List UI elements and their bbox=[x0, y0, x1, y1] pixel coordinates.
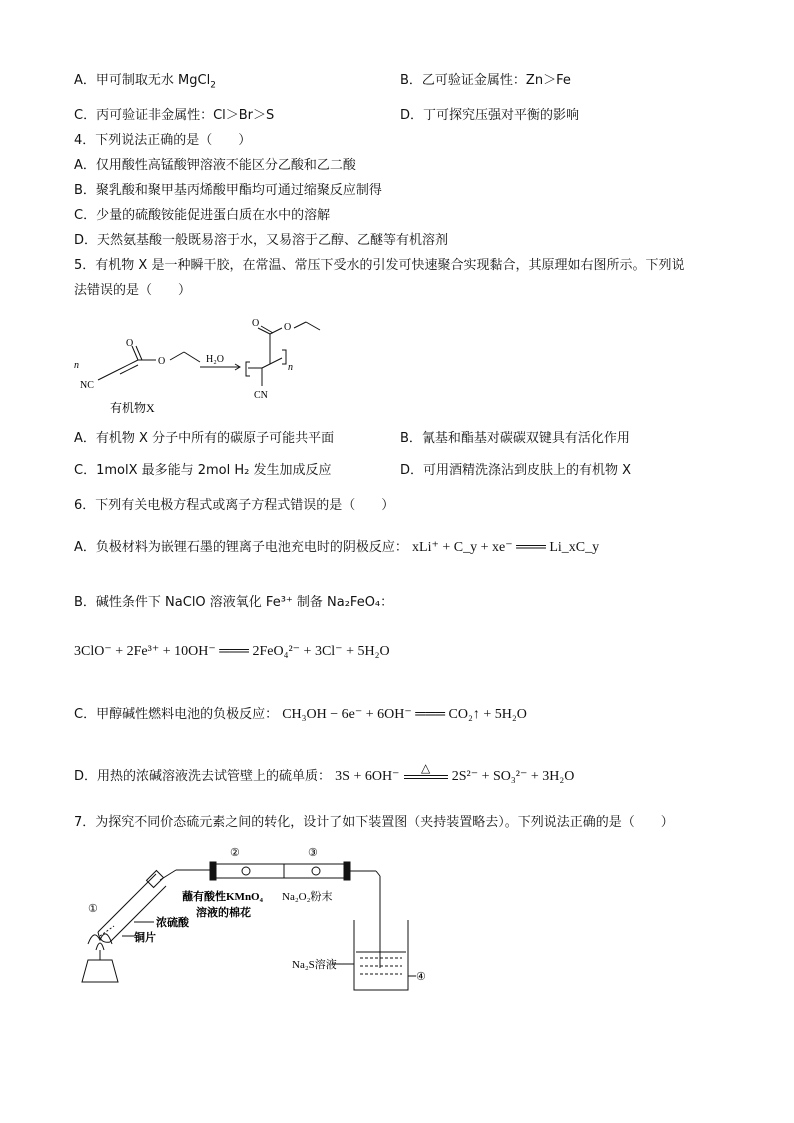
q7-marker-4: ④ bbox=[416, 971, 426, 983]
q3-option-a bbox=[74, 72, 216, 95]
q4-stem: 4．下列说法正确的是（ ） bbox=[74, 133, 252, 148]
q5-fig-nc: NC bbox=[80, 380, 94, 391]
q7-marker-3: ③ bbox=[308, 847, 318, 859]
q5-fig-cn: CN bbox=[254, 390, 268, 401]
q5-stem-line1: 5．有机物 X 是一种瞬干胶，在常温、常压下受水的引发可快速聚合实现黏合，其原理如右图所示。下列说 bbox=[74, 258, 685, 273]
q5-fig-n-left: n bbox=[74, 360, 79, 371]
q5-stem-line2: 法错误的是（ ） bbox=[74, 283, 192, 298]
q6-option-c-equation: CH₃OH − 6e⁻ + 6OH⁻ ═══ CO₂↑ + 5H₂O bbox=[282, 707, 527, 722]
q5-option-c: C．1molX 最多能与 2mol H₂ 发生加成反应 bbox=[74, 463, 332, 478]
q6-option-d-eq-right: 2S²⁻ + SO₃²⁻ + 3H₂O bbox=[451, 769, 575, 784]
q4-option-b: B．聚乳酸和聚甲基丙烯酸甲酯均可通过缩聚反应制得 bbox=[74, 183, 382, 198]
q6-option-c bbox=[74, 706, 527, 724]
q7-stem: 7．为探究不同价态硫元素之间的转化，设计了如下装置图（夹持装置略去）。下列说法正确的是（ ） bbox=[74, 815, 674, 830]
q6-option-d-arrow bbox=[404, 760, 448, 779]
q5-fig-o1: O bbox=[126, 338, 134, 349]
q3-option-c: C．丙可验证非金属性：Cl＞Br＞S bbox=[74, 108, 275, 123]
q6-option-d-heat-symbol: △ bbox=[420, 760, 431, 775]
q7-label-cotton-line1: 蘸有酸性KMnO₄ bbox=[182, 891, 263, 903]
q6-option-d-text: D．用热的浓碱溶液洗去试管壁上的硫单质： bbox=[74, 769, 332, 784]
q7-label-copper: 铜片 bbox=[134, 932, 156, 944]
q3-option-a-text: A．甲可制取无水 MgCl bbox=[74, 73, 211, 88]
q6-option-d-eq-left: 3S + 6OH⁻ bbox=[335, 769, 400, 784]
q7-label-cotton-line2: 溶液的棉花 bbox=[196, 907, 251, 919]
q5-option-d: D．可用酒精洗涤沾到皮肤上的有机物 X bbox=[400, 463, 632, 478]
q5-reaction-figure bbox=[60, 308, 360, 418]
q6-option-c-text: C．甲醇碱性燃料电池的负极反应： bbox=[74, 707, 279, 722]
q6-option-a bbox=[74, 539, 599, 557]
q6-option-a-equation: xLi⁺ + C_y + xe⁻ ═══ Li_xC_y bbox=[412, 540, 600, 555]
q5-fig-o4: O bbox=[284, 322, 292, 333]
q5-fig-h2o: H₂O bbox=[206, 354, 224, 365]
q7-marker-2: ② bbox=[230, 847, 240, 859]
q3-option-d: D．丁可探究压强对平衡的影响 bbox=[400, 108, 580, 123]
q7-marker-1: ① bbox=[88, 903, 98, 915]
q7-label-acid: 浓硫酸 bbox=[156, 917, 189, 929]
q5-option-b: B．氰基和酯基对碳碳双键具有活化作用 bbox=[400, 431, 630, 446]
q6-option-b-equation: 3ClO⁻ + 2Fe³⁺ + 10OH⁻ ═══ 2FeO₄²⁻ + 3Cl⁻ + 5H₂O bbox=[74, 644, 390, 659]
q5-fig-o2: O bbox=[158, 356, 166, 367]
q4-option-a: A．仅用酸性高锰酸钾溶液不能区分乙酸和乙二酸 bbox=[74, 158, 356, 173]
q5-option-a: A．有机物 X 分子中所有的碳原子可能共平面 bbox=[74, 431, 335, 446]
q5-fig-caption: 有机物X bbox=[110, 401, 155, 415]
q6-option-a-text: A．负极材料为嵌锂石墨的锂离子电池充电时的阴极反应： bbox=[74, 540, 408, 555]
q5-fig-n-right: n bbox=[288, 362, 293, 373]
q6-option-b-text: B．碱性条件下 NaClO 溶液氧化 Fe³⁺ 制备 Na₂FeO₄： bbox=[74, 595, 394, 610]
q4-option-d: D．天然氨基酸一般既易溶于水，又易溶于乙醇、乙醚等有机溶剂 bbox=[74, 233, 449, 248]
q7-apparatus-figure bbox=[70, 840, 450, 995]
q7-label-na2o2: Na₂O₂粉末 bbox=[282, 891, 333, 903]
q3-option-b: B．乙可验证金属性：Zn＞Fe bbox=[400, 73, 571, 88]
q3-option-a-sub: 2 bbox=[210, 80, 216, 91]
q7-label-na2s: Na₂S溶液 bbox=[292, 959, 337, 971]
q5-fig-o3: O bbox=[252, 318, 260, 329]
q6-option-d bbox=[74, 760, 575, 786]
q4-option-c: C．少量的硫酸铵能促进蛋白质在水中的溶解 bbox=[74, 208, 331, 223]
q6-stem: 6．下列有关电极方程式或离子方程式错误的是（ ） bbox=[74, 498, 395, 513]
